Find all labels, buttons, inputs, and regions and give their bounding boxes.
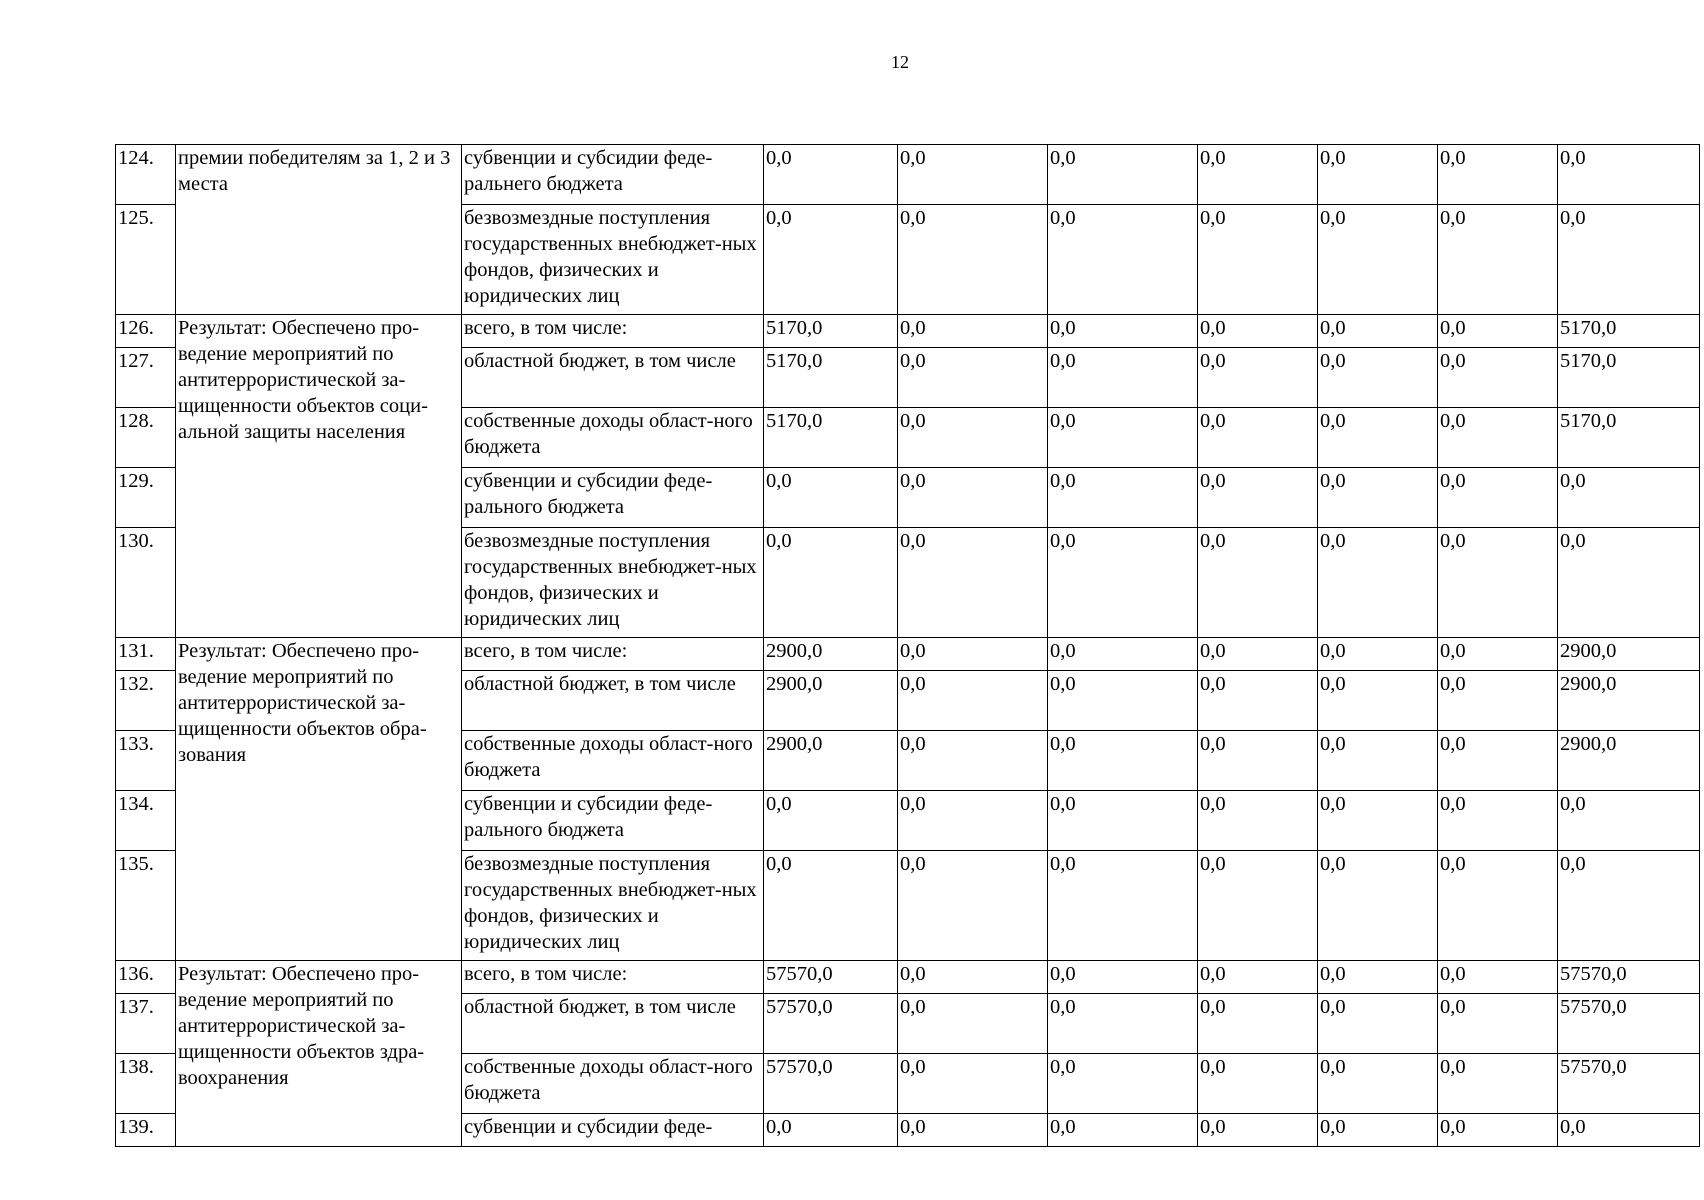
value-cell: 0,0	[764, 851, 898, 961]
row-number: 138.	[116, 1054, 176, 1114]
row-number: 125.	[116, 205, 176, 315]
row-number: 129.	[116, 468, 176, 528]
value-cell: 0,0	[898, 638, 1048, 671]
value-cell: 0,0	[1438, 791, 1558, 851]
value-cell: 0,0	[1318, 408, 1438, 468]
table-row	[116, 638, 1700, 671]
value-cell: 57570,0	[1558, 961, 1700, 994]
value-cell: 0,0	[898, 145, 1048, 205]
value-cell: 5170,0	[764, 315, 898, 348]
value-cell: 0,0	[1318, 1114, 1438, 1147]
value-cell: 0,0	[1318, 528, 1438, 638]
funding-source: всего, в том числе:	[462, 961, 764, 994]
value-cell: 0,0	[1198, 315, 1318, 348]
value-cell: 0,0	[1048, 638, 1198, 671]
value-cell: 0,0	[1318, 731, 1438, 791]
value-cell: 0,0	[1048, 851, 1198, 961]
funding-source: субвенции и субсидии феде-	[462, 1114, 764, 1147]
group-title: Результат: Обеспечено про-ведение мероприятий по антитеррористической за-щищенности объектов обра-зования	[176, 638, 462, 961]
value-cell: 0,0	[898, 1054, 1048, 1114]
value-cell: 0,0	[1438, 638, 1558, 671]
value-cell: 0,0	[1558, 528, 1700, 638]
value-cell: 0,0	[764, 528, 898, 638]
value-cell: 0,0	[1318, 315, 1438, 348]
value-cell: 57570,0	[764, 961, 898, 994]
value-cell: 0,0	[1318, 638, 1438, 671]
value-cell: 0,0	[1198, 731, 1318, 791]
value-cell: 57570,0	[764, 1054, 898, 1114]
budget-table-body	[116, 145, 1700, 1147]
row-number: 136.	[116, 961, 176, 994]
value-cell: 0,0	[1048, 994, 1198, 1054]
value-cell: 0,0	[1198, 851, 1318, 961]
value-cell: 0,0	[1438, 961, 1558, 994]
value-cell: 0,0	[764, 468, 898, 528]
value-cell: 0,0	[1438, 528, 1558, 638]
value-cell: 0,0	[1048, 348, 1198, 408]
value-cell: 0,0	[1558, 468, 1700, 528]
value-cell: 0,0	[1198, 408, 1318, 468]
value-cell: 0,0	[1558, 791, 1700, 851]
value-cell: 0,0	[1198, 468, 1318, 528]
value-cell: 0,0	[898, 961, 1048, 994]
value-cell: 0,0	[1438, 731, 1558, 791]
budget-table	[115, 144, 1700, 1147]
value-cell: 0,0	[1198, 528, 1318, 638]
value-cell: 0,0	[1438, 1054, 1558, 1114]
value-cell: 0,0	[1318, 791, 1438, 851]
value-cell: 0,0	[1198, 1114, 1318, 1147]
row-number: 135.	[116, 851, 176, 961]
value-cell: 2900,0	[1558, 731, 1700, 791]
value-cell: 0,0	[1438, 994, 1558, 1054]
funding-source: безвозмездные поступления государственных внебюджет-ных фондов, физических и юридических лиц	[462, 528, 764, 638]
table-row	[116, 315, 1700, 348]
value-cell: 2900,0	[1558, 671, 1700, 731]
value-cell: 0,0	[1558, 145, 1700, 205]
funding-source: безвозмездные поступления государственных внебюджет-ных фондов, физических и юридических лиц	[462, 851, 764, 961]
value-cell: 57570,0	[764, 994, 898, 1054]
value-cell: 0,0	[898, 468, 1048, 528]
value-cell: 0,0	[1198, 145, 1318, 205]
row-number: 127.	[116, 348, 176, 408]
value-cell: 0,0	[1438, 671, 1558, 731]
value-cell: 0,0	[1558, 851, 1700, 961]
funding-source: собственные доходы област-ного бюджета	[462, 408, 764, 468]
funding-source: областной бюджет, в том числе	[462, 671, 764, 731]
value-cell: 0,0	[1438, 851, 1558, 961]
value-cell: 0,0	[1438, 348, 1558, 408]
row-number: 134.	[116, 791, 176, 851]
value-cell: 0,0	[1318, 348, 1438, 408]
value-cell: 0,0	[1438, 315, 1558, 348]
value-cell: 0,0	[1438, 205, 1558, 315]
value-cell: 0,0	[1198, 791, 1318, 851]
value-cell: 0,0	[1048, 205, 1198, 315]
row-number: 126.	[116, 315, 176, 348]
value-cell: 0,0	[1438, 1114, 1558, 1147]
value-cell: 0,0	[898, 205, 1048, 315]
value-cell: 0,0	[1438, 468, 1558, 528]
value-cell: 0,0	[898, 348, 1048, 408]
value-cell: 0,0	[1318, 671, 1438, 731]
value-cell: 0,0	[1318, 1054, 1438, 1114]
value-cell: 0,0	[764, 145, 898, 205]
value-cell: 0,0	[898, 994, 1048, 1054]
value-cell: 0,0	[898, 315, 1048, 348]
value-cell: 0,0	[898, 1114, 1048, 1147]
row-number: 130.	[116, 528, 176, 638]
page-number: 12	[891, 52, 909, 72]
row-number: 124.	[116, 145, 176, 205]
funding-source: областной бюджет, в том числе	[462, 348, 764, 408]
value-cell: 0,0	[1198, 1054, 1318, 1114]
value-cell: 5170,0	[764, 408, 898, 468]
group-title: Результат: Обеспечено про-ведение мероприятий по антитеррористической за-щищенности объектов соци-альной защиты населения	[176, 315, 462, 638]
value-cell: 0,0	[1048, 145, 1198, 205]
value-cell: 0,0	[1318, 961, 1438, 994]
table-row	[116, 145, 1700, 205]
value-cell: 0,0	[1558, 205, 1700, 315]
value-cell: 0,0	[1198, 961, 1318, 994]
value-cell: 2900,0	[764, 731, 898, 791]
value-cell: 0,0	[1048, 1054, 1198, 1114]
funding-source: субвенции и субсидии феде-рального бюджета	[462, 791, 764, 851]
value-cell: 57570,0	[1558, 1054, 1700, 1114]
value-cell: 0,0	[1048, 408, 1198, 468]
value-cell: 0,0	[898, 731, 1048, 791]
group-title: Результат: Обеспечено про-ведение мероприятий по антитеррористической за-щищенности объектов здра-воохранения	[176, 961, 462, 1147]
funding-source: всего, в том числе:	[462, 638, 764, 671]
value-cell: 57570,0	[1558, 994, 1700, 1054]
value-cell: 0,0	[764, 1114, 898, 1147]
value-cell: 0,0	[1558, 1114, 1700, 1147]
value-cell: 0,0	[764, 205, 898, 315]
value-cell: 0,0	[764, 791, 898, 851]
funding-source: собственные доходы област-ного бюджета	[462, 1054, 764, 1114]
value-cell: 0,0	[898, 791, 1048, 851]
value-cell: 2900,0	[764, 671, 898, 731]
value-cell: 0,0	[898, 671, 1048, 731]
value-cell: 0,0	[1048, 671, 1198, 731]
row-number: 139.	[116, 1114, 176, 1147]
value-cell: 0,0	[1048, 961, 1198, 994]
value-cell: 0,0	[1438, 145, 1558, 205]
group-title: премии победителям за 1, 2 и 3 места	[176, 145, 462, 315]
value-cell: 5170,0	[1558, 348, 1700, 408]
value-cell: 0,0	[898, 408, 1048, 468]
value-cell: 0,0	[1048, 1114, 1198, 1147]
table-row	[116, 961, 1700, 994]
row-number: 137.	[116, 994, 176, 1054]
funding-source: субвенции и субсидии феде-ральнего бюджета	[462, 145, 764, 205]
value-cell: 0,0	[1318, 468, 1438, 528]
funding-source: собственные доходы област-ного бюджета	[462, 731, 764, 791]
value-cell: 0,0	[1438, 408, 1558, 468]
value-cell: 0,0	[1198, 671, 1318, 731]
funding-source: областной бюджет, в том числе	[462, 994, 764, 1054]
value-cell: 0,0	[1048, 791, 1198, 851]
value-cell: 0,0	[1318, 994, 1438, 1054]
funding-source: всего, в том числе:	[462, 315, 764, 348]
value-cell: 2900,0	[764, 638, 898, 671]
value-cell: 0,0	[1198, 205, 1318, 315]
value-cell: 0,0	[1048, 315, 1198, 348]
funding-source: субвенции и субсидии феде-рального бюджета	[462, 468, 764, 528]
value-cell: 0,0	[1198, 994, 1318, 1054]
value-cell: 0,0	[898, 528, 1048, 638]
row-number: 132.	[116, 671, 176, 731]
value-cell: 2900,0	[1558, 638, 1700, 671]
value-cell: 0,0	[1198, 348, 1318, 408]
value-cell: 0,0	[1048, 731, 1198, 791]
value-cell: 5170,0	[1558, 408, 1700, 468]
value-cell: 0,0	[1198, 638, 1318, 671]
value-cell: 5170,0	[1558, 315, 1700, 348]
value-cell: 0,0	[898, 851, 1048, 961]
row-number: 128.	[116, 408, 176, 468]
value-cell: 0,0	[1318, 205, 1438, 315]
row-number: 133.	[116, 731, 176, 791]
value-cell: 0,0	[1048, 528, 1198, 638]
value-cell: 0,0	[1318, 851, 1438, 961]
value-cell: 5170,0	[764, 348, 898, 408]
funding-source: безвозмездные поступления государственных внебюджет-ных фондов, физических и юридических лиц	[462, 205, 764, 315]
value-cell: 0,0	[1318, 145, 1438, 205]
row-number: 131.	[116, 638, 176, 671]
value-cell: 0,0	[1048, 468, 1198, 528]
